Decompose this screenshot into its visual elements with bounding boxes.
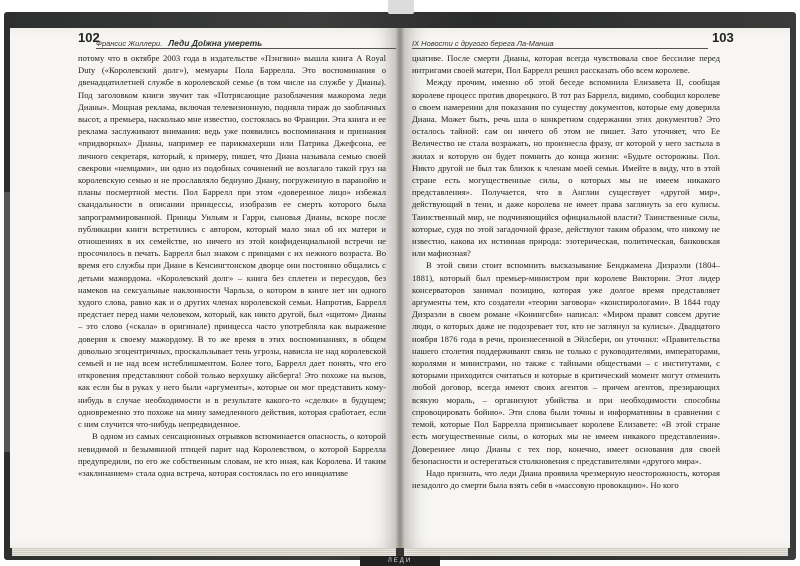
right-header-chapter: IX Новости с другого берега Ла-Манша [412, 39, 554, 48]
right-paragraph-1: циативе. После смерти Дианы, которая всегда чувствовала свое бессилие перед интригами своей матери, Пол Баррелл решил рассказать обо всем королеве. [412, 53, 720, 76]
right-paragraph-4: Надо признать, что леди Диана проявила чрезмерную неосторожность, которая незадолго до смерти была взять себя в «массовую провокацию». Но кого [412, 467, 720, 491]
left-header-title: Леди Дolжна умереть [168, 38, 263, 48]
left-paragraph-1: потому что в октябре 2003 года в издательстве «Пэнгвин» вышла книга A Royal Duty («Королевский долг»), мемуары Пола Баррелла. Это воспоминания о двенадцатилетней службе в королевской семье (в том числе на службе у Дианы). Под заголовком книги звучит так «Потрясающие разоблачения мажорома леди Дианы». Мощная реклама, включая телевизионную, подняла тираж до заоблачных высот, а премьера, насколько мне известно, состоялась во Франции. Эта книга и ее реклама заслуживают внимания: ведь уже появились воспоминания и признания «придворных» Дианы, например ее парикмахерши или Патрика Джефсона, ее личного секретаря, который, к примеру, пишет, что Диана называла семью своей свекрови «немцами», ни одно из подобных сочинений не возлагало такой груз на королевскую семью и не прославляло беднуню Диану, погруженную в паранойю и планы посмертной мести. Пол Баррелл при этом «доверенное лицо» избежал скандальности в описании принцессы, изобразив ее смерть которого была запрограммированной. Принцы Уильям и Гарри, сыновья Дианы, вскоре после публикации книги встретились с автором, который мало знал об их матери и отношениях в их семействе, но ничего из этой конфиденциальной встречи не просочилось в печать. Баррелл был знаком с принцами с их нежного возраста. Во время его службы при Диане в Кенсингтонском дворце они постоянно общались с детьми мажордома. «Королевский долг» – книга без сплетен и пересудов, без намеков на сексуальные наклонности Чарльза, о котором в книге нет ни одного худого слова, равно как и о других членах королевской семьи. Напротив, Баррелл предстает перед нами человеком, который, как никто другой, был «щитом» Дианы – это слово («скала» в оригинале) принцесса часто употребляла как выражение доверия к своему мажордому. В то же время в этих воспоминаниях, в общем довольно эгоцентричных, проскальзывает тень угрозы, нависла не над королевской семьей и не над всем истеблишментом. Более того, Баррелл дает понять, что его откровения представляют собой только верхушку айсберга! Это похоже на вызов, как если бы в руках у него были «аргументы», которые он мог представить кому-нибудь в случае необходимости и в результате какого-то «сделки» в будущем; одновременно это похоже на мину замедленного действия, которая сработает, если с ним случится что-нибудь непредвиденное. [78, 53, 386, 430]
right-paragraph-3: В этой связи стоит вспомнить высказывание Бенджамена Дизраэли (1804–1881), который был премьер-министром при королеве Виктории. Этот лидер консерваторов занимал позицию, которая уже долгое время представляет аргументы тем, кто создатели «теории заговора» «конспирологами». В 1844 году Дизраэли в своем романе «Конингсби» написал: «Миром правят совсем другие люди, о которых даже не подозревает тот, кто не заглянул за кулисы». Двадцатого ноября 1876 года в речи, произнесенной в Эйлсбери, он уточнил: «Правительства нашего столетия поддерживают связь не только с руководителями, императорами, королями и министрами, но также с тайными обществами – с институтами, с которыми приходится считаться и которые в критический момент могут отменить любой договор, всегда имеют своих агентов – причем агентов, презирающих всякую мораль, – организуют убийства и при необходимости способны спровоцировать бойню». Эти слова были точны и информативны в сравнении с темой, которые Пол Баррелла приписывает королеве Елизавете: «В этой стране есть могущественные силы, о которых мы не имеем никакого представления». Довереннее лицо Дианы с тех пор, конечно, имеет основания для своей безопасности и остерегаться столкновения с представителями «другого мира». [412, 260, 720, 466]
book-gutter [396, 28, 404, 548]
page-edges-right [404, 548, 788, 556]
right-paragraph-2: Между прочим, именно об этой беседе вспомнила Елизавета II, сообщая королеве процесс против дворецкого. В тот раз Баррелл, видимо, сообщил королеве о своем намерении для показания по существу документов, которые ему доверила Диана. Может быть, речь шла о конкретном содержании этих документов? Это осталось тайной: сам он ничего об этом не пишет. Зато уточняет, что Ее Величество не стала возражать, но произнесла фразу, от которой у него застыла в жилах и которую он будет помнить до конца жизни: «Будьте осторожны. Пол. Никто другой не был так близок к членам моей семьи. Имейте в виду, что в этой стране есть могущественные силы, о которых мы не имеем никакого представления». Получается, что в Англии существует «другой мир», действующий в тени, и даже королева не имеет права заглянуть за его кулисы. Таинственный мир, не подчиняющийся официальной власти? Таинственные силы, которые, судя по этой загадочной фразе, действуют таким образом, что никому не известно, какова их истинная природа: эзотерическая, политическая, банковская или мафиозная? [412, 77, 720, 259]
left-header-author: Франсис Жиллери. [96, 39, 163, 48]
right-page-text [412, 52, 720, 491]
right-page-number: 103 [712, 30, 734, 45]
spine-label: ЛЕДИ [360, 556, 440, 566]
left-page-number: 102 [78, 30, 100, 45]
left-running-header [96, 32, 396, 49]
left-page-text [78, 52, 386, 479]
left-paragraph-2: В одном из самых сенсационных отрывков вспоминается опасность, о которой невидимой и безымянной птицей парит над Королевством, о которой Баррелла предупредили, по его же собственным словам, не кто иная, как Королева. И таким «заклинанием» стала одна встреча, которая состоялась по его инициативе [78, 431, 386, 478]
right-running-header [412, 32, 708, 49]
page-edges-left [12, 548, 396, 556]
bookmark-tab [388, 0, 414, 14]
